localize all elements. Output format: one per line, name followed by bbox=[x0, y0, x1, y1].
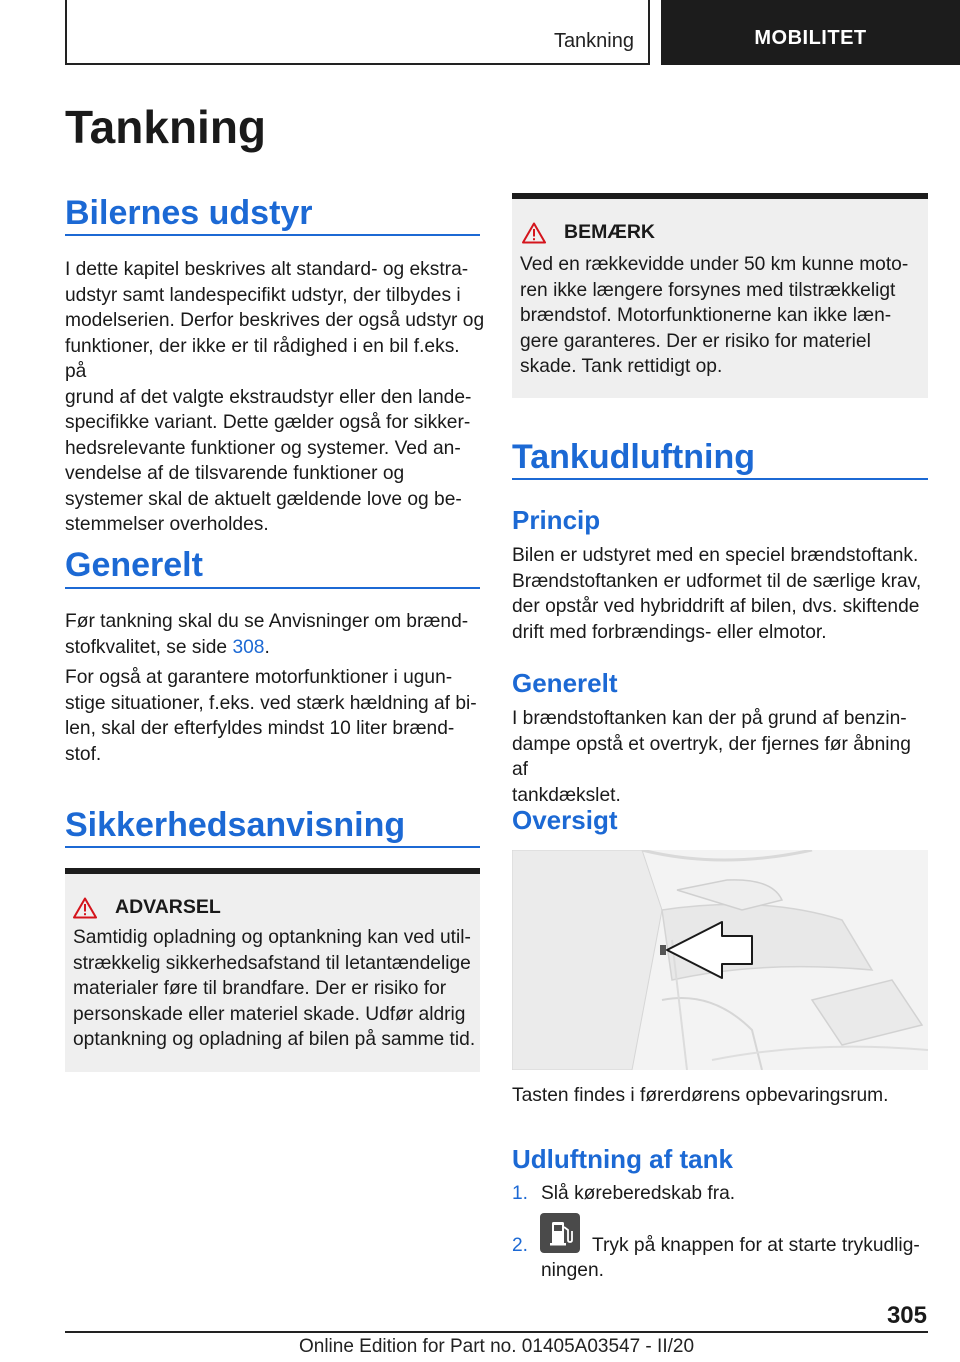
text-line: For også at garantere motorfunktioner i ugun- bbox=[65, 667, 453, 688]
text-line: optankning og opladning af bilen på samme tid. bbox=[73, 1029, 476, 1050]
heading-safety: Sikkerhedsanvisning bbox=[65, 806, 406, 844]
heading-principle: Princip bbox=[512, 505, 601, 535]
text-line: Før tankning skal du se Anvisninger om brænd- bbox=[65, 611, 469, 632]
note-callout bbox=[512, 193, 928, 398]
principle-paragraph bbox=[512, 543, 932, 645]
note-text bbox=[520, 252, 925, 380]
warning-text bbox=[73, 925, 478, 1053]
step-number: 2. bbox=[512, 1235, 529, 1256]
heading-rule bbox=[65, 846, 480, 848]
step-item bbox=[512, 1181, 932, 1207]
general-paragraph-2 bbox=[65, 665, 485, 767]
text-line: I brændstoftanken kan der på grund af benzin- bbox=[512, 708, 907, 729]
text-line: len, skal der efterfyldes mindst 10 liter brænd- bbox=[65, 718, 455, 739]
text-line: dampe opstå et overtryk, der fjernes før åbning af bbox=[512, 733, 911, 780]
heading-tank-vent-procedure: Udluftning af tank bbox=[512, 1144, 733, 1174]
warning-title: ADVARSEL bbox=[115, 896, 221, 918]
text-line: personskade eller materiel skade. Udfør aldrig bbox=[73, 1003, 466, 1025]
page-title: Tankning bbox=[65, 101, 267, 153]
text-line: Bilen er udstyret med en speciel brændstoftank. bbox=[512, 545, 919, 566]
text-line: systemer skal de aktuelt gældende love og be- bbox=[65, 488, 462, 510]
text-line: stige situationer, f.eks. ved stærk hældning af bi- bbox=[65, 692, 477, 714]
step-text: Tryk på knappen for at starte trykudlig- bbox=[592, 1235, 920, 1256]
fuel-pump-button-icon[interactable] bbox=[540, 1213, 580, 1253]
text-line: tankdækslet. bbox=[512, 784, 621, 806]
text-line: Brændstoftanken er udformet til de særlige krav, bbox=[512, 570, 922, 592]
step-number: 1. bbox=[512, 1183, 529, 1204]
warning-triangle-icon bbox=[522, 222, 546, 244]
door-storage-illustration bbox=[512, 850, 928, 1070]
warning-title-row bbox=[73, 896, 221, 919]
header-section-title: Tankning bbox=[553, 30, 634, 52]
heading-general-right: Generelt bbox=[512, 668, 618, 698]
text-line: skade. Tank rettidigt op. bbox=[520, 356, 723, 377]
illustration-caption: Tasten findes i førerdørens opbevaringsrum. bbox=[512, 1085, 889, 1106]
text-line: stof. bbox=[65, 743, 102, 765]
callout-top-bar bbox=[65, 868, 480, 874]
heading-tank-venting: Tankudluftning bbox=[512, 438, 755, 476]
footer-rule bbox=[65, 1331, 928, 1333]
text-line: brændstof. Motorfunktionerne kan ikke læn- bbox=[520, 305, 892, 326]
text-line: gere garanteres. Der er risiko for materiel bbox=[520, 330, 871, 352]
text-line bbox=[65, 635, 485, 661]
heading-general: Generelt bbox=[65, 546, 203, 584]
text-line: udstyr samt landespecifikt udstyr, der tilbydes i bbox=[65, 284, 461, 306]
page-reference-link[interactable]: 308 bbox=[232, 636, 265, 658]
text-line: der opstår ved hybriddrift af bilen, dvs. skiftende bbox=[512, 596, 920, 617]
text-span: . bbox=[264, 636, 270, 658]
general-paragraph-1 bbox=[65, 609, 485, 660]
text-line: materialer føre til brandfare. Der er risiko for bbox=[73, 978, 447, 999]
text-line: modelserien. Derfor beskrives der også udstyr og bbox=[65, 310, 485, 331]
header-chapter-tab[interactable]: MOBILITET bbox=[661, 0, 960, 65]
text-span: stofkvalitet, se side bbox=[65, 636, 233, 658]
fuel-pump-icon bbox=[540, 1213, 580, 1253]
text-line: I dette kapitel beskrives alt standard- og ekstra- bbox=[65, 259, 469, 280]
general-right-paragraph bbox=[512, 706, 932, 808]
heading-equipment: Bilernes udstyr bbox=[65, 194, 313, 232]
text-line: grund af det valgte ekstraudstyr eller den lande- bbox=[65, 386, 472, 408]
heading-rule bbox=[65, 587, 480, 589]
text-line: funktioner, der ikke er til rådighed i en bil f.eks. på bbox=[65, 335, 460, 382]
text-line: stemmelser overholdes. bbox=[65, 514, 269, 535]
page-number: 305 bbox=[886, 1302, 927, 1329]
heading-rule bbox=[65, 234, 480, 236]
callout-top-bar bbox=[512, 193, 928, 199]
text-line: ren ikke længere forsynes med tilstrækkeligt bbox=[520, 279, 896, 301]
footer-edition-text: Online Edition for Part no. 01405A03547 - II/20 bbox=[298, 1336, 695, 1357]
note-title-row bbox=[522, 221, 655, 244]
heading-rule bbox=[512, 478, 928, 480]
door-panel-drawing bbox=[512, 850, 928, 1070]
equipment-paragraph bbox=[65, 257, 485, 538]
step-text: Slå køreberedskab fra. bbox=[541, 1183, 736, 1204]
note-title: BEMÆRK bbox=[564, 221, 655, 243]
text-line: specifikke variant. Dette gælder også for sikker- bbox=[65, 412, 471, 433]
text-line: vendelse af de tilsvarende funktioner og bbox=[65, 463, 405, 484]
warning-callout bbox=[65, 868, 480, 1072]
text-line: Ved en rækkevidde under 50 km kunne moto- bbox=[520, 254, 909, 275]
text-line: hedsrelevante funktioner og systemer. Ved an- bbox=[65, 437, 461, 459]
text-line: Samtidig opladning og optankning kan ved util- bbox=[73, 927, 471, 948]
step-text-continued: ningen. bbox=[541, 1260, 604, 1281]
heading-overview: Oversigt bbox=[512, 805, 618, 835]
header-section-box bbox=[65, 0, 650, 65]
text-line: drift med forbrændings- eller elmotor. bbox=[512, 621, 827, 643]
warning-triangle-icon bbox=[73, 897, 97, 919]
text-line: strækkelig sikkerhedsafstand til letantændelige bbox=[73, 952, 471, 974]
